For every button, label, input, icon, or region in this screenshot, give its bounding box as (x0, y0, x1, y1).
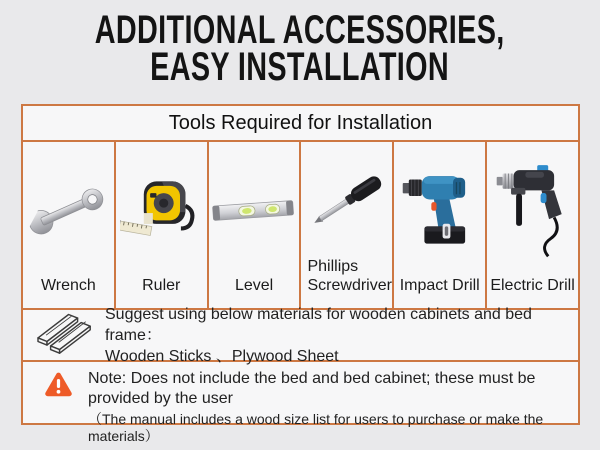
tool-cell-impact-drill (394, 142, 487, 308)
note-text: Note: Does not include the bed and bed cabinet; these must be provided by the user (88, 370, 536, 407)
spirit-level-icon (209, 142, 300, 276)
phillips-screwdriver-icon (301, 142, 392, 257)
impact-drill-icon (394, 142, 485, 276)
title-line-1: ADDITIONAL ACCESSORIES, (95, 8, 505, 52)
suggestion-row (23, 305, 578, 365)
table-header: Tools Required for Installation (23, 106, 578, 142)
note-row (23, 362, 578, 444)
suggestion-line-2: Wooden Sticks 、Plywood Sheet (105, 347, 339, 365)
tool-label: Level (234, 277, 274, 294)
wrench-icon (23, 142, 114, 276)
tool-label: Electric Drill (490, 277, 575, 294)
electric-drill-icon (487, 142, 578, 276)
tool-label: Ruler (142, 277, 181, 294)
suggestion-text (105, 304, 578, 367)
tool-cell-electric-drill (487, 142, 578, 308)
title-line-2: EASY INSTALLATION (150, 45, 450, 89)
tool-label: Phillips Screwdriver (307, 258, 392, 294)
tool-cell-wrench (23, 142, 116, 308)
page-title (0, 8, 600, 89)
note-subtext: （The manual includes a wood size list for users to purchase or make the materials） (88, 411, 544, 444)
note-text-block (88, 369, 570, 445)
tape-measure-icon (116, 142, 207, 276)
suggestion-line-1: Suggest using below materials for wooden cabinets and bed frame： (105, 305, 532, 344)
warning-icon (43, 371, 74, 404)
tool-cell-level (209, 142, 302, 308)
tools-table (21, 104, 580, 444)
tool-cell-ruler (116, 142, 209, 308)
tool-label: Wrench (40, 277, 96, 294)
tool-cell-phillips-screwdriver (301, 142, 394, 308)
tool-label: Impact Drill (399, 277, 480, 294)
wooden-sticks-icon (35, 310, 95, 360)
tools-row (23, 142, 578, 310)
